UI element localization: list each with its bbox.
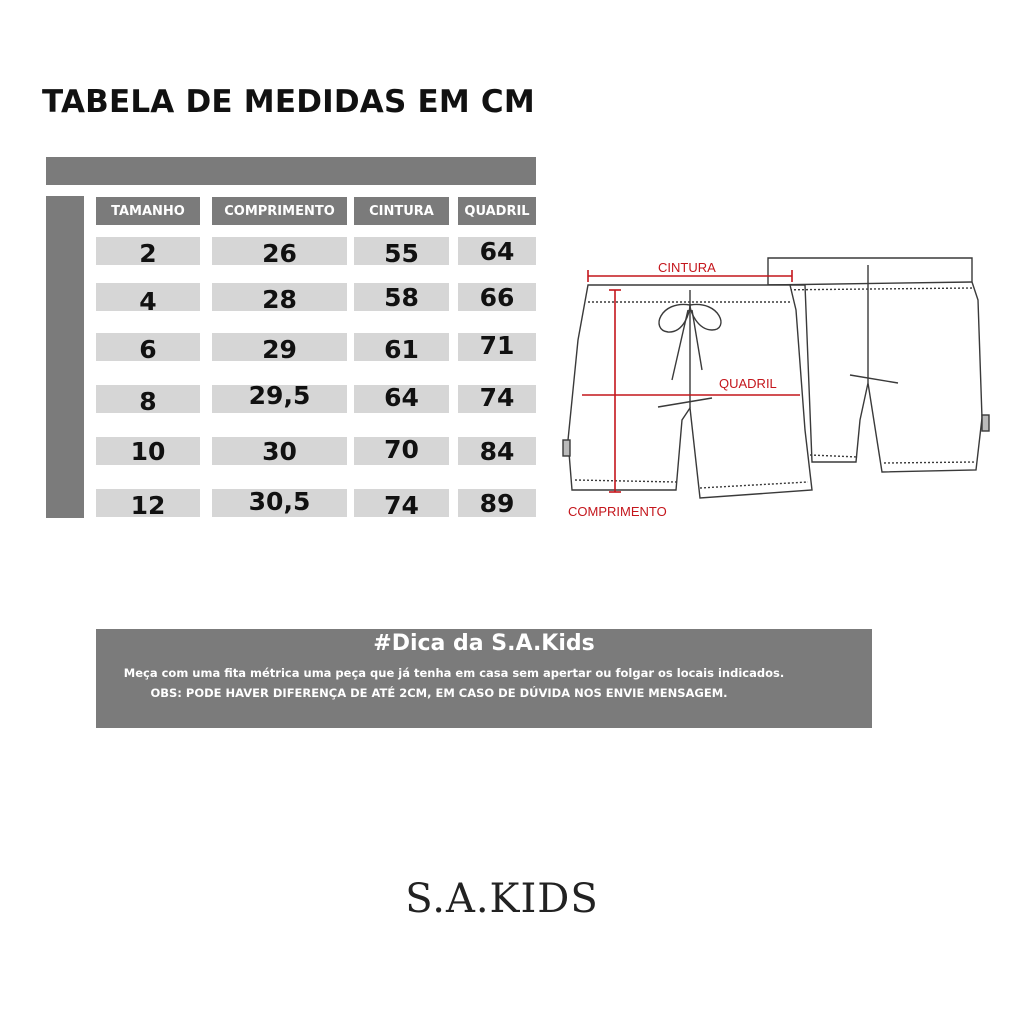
size-cell: 2 bbox=[139, 238, 157, 268]
waist-label: CINTURA bbox=[658, 260, 716, 275]
table-top-bar bbox=[46, 157, 536, 185]
length-cell: 30,5 bbox=[248, 486, 311, 516]
hip-cell: 66 bbox=[479, 282, 515, 312]
hip-cell: 71 bbox=[479, 330, 515, 360]
size-cell: 10 bbox=[130, 436, 166, 466]
hip-cell: 74 bbox=[479, 382, 515, 412]
waist-cell: 70 bbox=[384, 434, 419, 464]
table-row bbox=[212, 283, 347, 314]
length-label: COMPRIMENTO bbox=[568, 504, 667, 519]
hip-cell: 84 bbox=[479, 436, 515, 466]
table-row bbox=[96, 437, 200, 465]
table-row bbox=[96, 385, 200, 416]
table-row bbox=[96, 237, 200, 268]
table-row bbox=[354, 333, 449, 364]
length-cell: 29 bbox=[262, 334, 297, 364]
tip-title: #Dica da S.A.Kids bbox=[373, 631, 595, 656]
table-row bbox=[212, 437, 347, 465]
size-cell: 12 bbox=[130, 490, 166, 520]
table-row bbox=[458, 437, 536, 465]
header-quadril: QUADRIL bbox=[458, 197, 536, 225]
header-tamanho: TAMANHO bbox=[96, 197, 200, 225]
hip-label: QUADRIL bbox=[719, 376, 777, 391]
tip-text: Meça com uma fita métrica uma peça que já tenha em casa sem apertar ou folgar os locais indicados. bbox=[123, 666, 785, 680]
table-row bbox=[212, 380, 347, 413]
table-row bbox=[354, 237, 449, 268]
table-side-bar bbox=[46, 196, 84, 518]
waist-cell: 58 bbox=[384, 282, 419, 312]
table-row bbox=[96, 489, 200, 520]
table-row bbox=[354, 434, 449, 465]
waist-cell: 64 bbox=[384, 382, 419, 412]
table-row bbox=[354, 283, 449, 311]
page-title: TABELA DE MEDIDAS EM CM bbox=[42, 84, 535, 120]
table-row bbox=[212, 237, 347, 268]
table-row bbox=[212, 486, 347, 517]
table-row bbox=[354, 489, 449, 520]
table-row bbox=[458, 283, 536, 311]
shorts-diagram bbox=[560, 250, 1000, 530]
waist-cell: 74 bbox=[384, 490, 419, 520]
brand-logo: S.A.KIDS bbox=[405, 876, 599, 922]
header-comprimento: COMPRIMENTO bbox=[212, 197, 347, 225]
hip-cell: 89 bbox=[479, 488, 515, 518]
table-row bbox=[458, 237, 536, 265]
table-row bbox=[458, 382, 536, 413]
table-row bbox=[212, 333, 347, 364]
waist-cell: 55 bbox=[384, 238, 419, 268]
size-cell: 8 bbox=[139, 386, 157, 416]
size-cell: 6 bbox=[139, 334, 157, 364]
tip-box bbox=[96, 629, 872, 728]
table-row bbox=[96, 283, 200, 316]
waist-cell: 61 bbox=[384, 334, 419, 364]
table-row bbox=[354, 382, 449, 413]
table-row bbox=[458, 489, 536, 517]
length-cell: 30 bbox=[262, 436, 297, 466]
size-cell: 4 bbox=[139, 286, 157, 316]
header-cintura: CINTURA bbox=[354, 197, 449, 225]
length-cell: 26 bbox=[262, 238, 297, 268]
length-cell: 28 bbox=[262, 284, 297, 314]
hip-cell: 64 bbox=[479, 236, 515, 266]
length-cell: 29,5 bbox=[248, 380, 311, 410]
tip-note: OBS: PODE HAVER DIFERENÇA DE ATÉ 2CM, EM CASO DE DÚVIDA NOS ENVIE MENSAGEM. bbox=[150, 686, 728, 700]
table-row bbox=[458, 330, 536, 361]
front-shorts-illustration bbox=[563, 285, 812, 498]
table-row bbox=[96, 333, 200, 364]
